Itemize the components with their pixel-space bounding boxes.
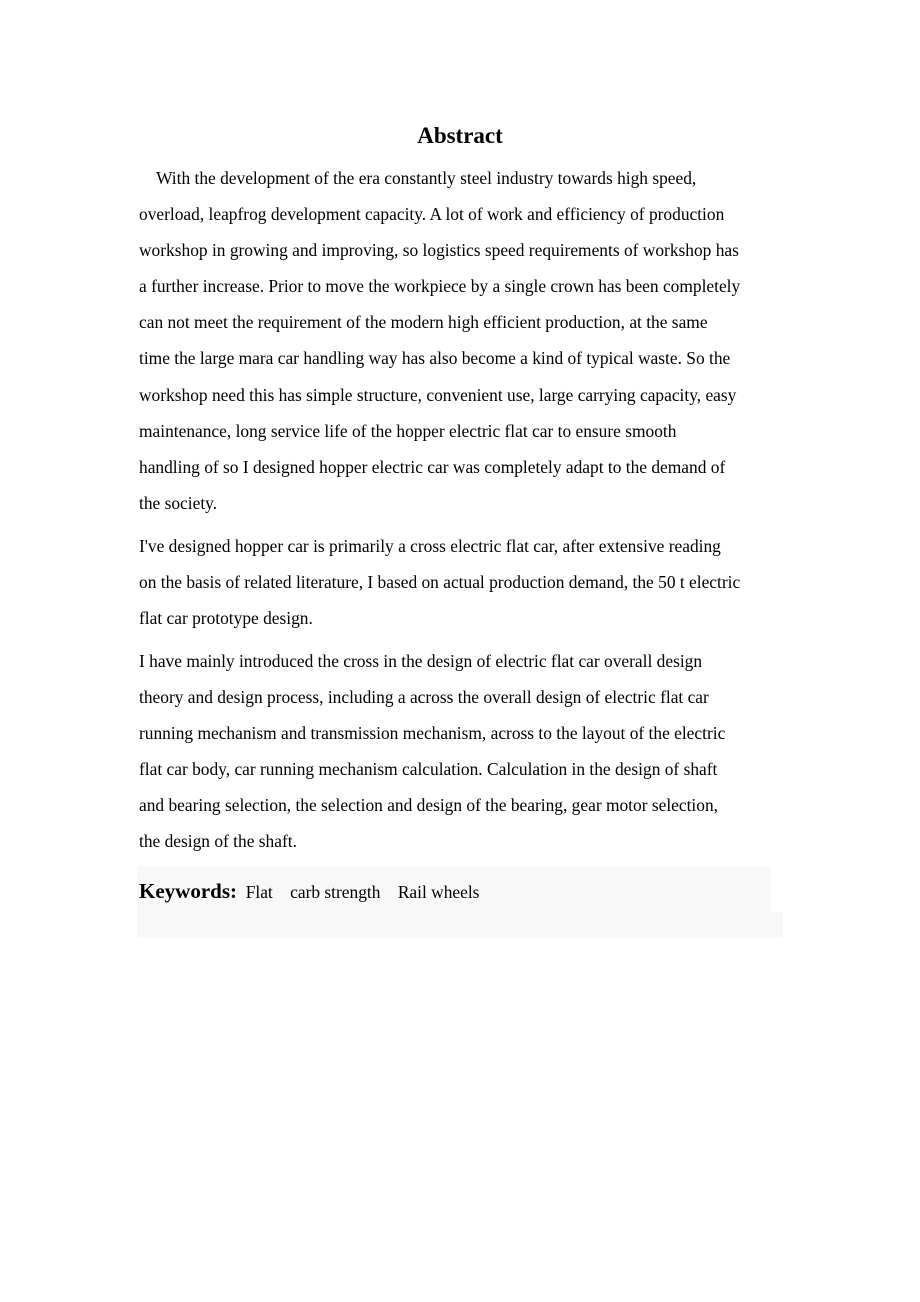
- paragraph-line: the design of the shaft.: [139, 831, 297, 852]
- paragraph-3: [139, 643, 785, 860]
- paragraph-line: running mechanism and transmission mechanism, across to the layout of the electric: [139, 723, 726, 744]
- keywords-background-lower: [137, 912, 783, 938]
- paragraph-line: time the large mara car handling way has also become a kind of typical waste. So the: [139, 348, 731, 369]
- paragraph-line: handling of so I designed hopper electric car was completely adapt to the demand of: [139, 456, 726, 477]
- keywords-values: Flat carb strength Rail wheels: [237, 882, 480, 902]
- paragraph-line: workshop in growing and improving, so logistics speed requirements of workshop has: [139, 240, 739, 261]
- paragraph-line: I have mainly introduced the cross in the design of electric flat car overall design: [139, 651, 703, 671]
- paragraph-line: theory and design process, including a across the overall design of electric flat car: [139, 687, 709, 708]
- keywords-label: Keywords:: [139, 879, 237, 903]
- abstract-title: Abstract: [417, 123, 503, 148]
- paragraph-line: flat car body, car running mechanism calculation. Calculation in the design of shaft: [139, 759, 718, 780]
- paragraph-line: on the basis of related literature, I based on actual production demand, the 50 t electric: [139, 572, 741, 593]
- paragraph-line: overload, leapfrog development capacity. A lot of work and efficiency of production: [139, 204, 725, 225]
- paragraph-line: a further increase. Prior to move the workpiece by a single crown has been completely: [139, 276, 741, 297]
- paragraph-line: flat car prototype design.: [139, 608, 313, 629]
- paragraph-line: maintenance, long service life of the hopper electric flat car to ensure smooth: [139, 420, 677, 441]
- paragraph-line: the society.: [139, 492, 218, 513]
- paragraph-line: workshop need this has simple structure, convenient use, large carrying capacity, easy: [139, 384, 737, 405]
- paragraph-line: can not meet the requirement of the modern high efficient production, at the same: [139, 312, 708, 333]
- keywords-line: [139, 874, 479, 911]
- paragraph-line: and bearing selection, the selection and design of the bearing, gear motor selection,: [139, 795, 719, 816]
- paragraph-line: With the development of the era constantly steel industry towards high speed,: [139, 168, 697, 188]
- paragraph-line: I've designed hopper car is primarily a cross electric flat car, after extensive reading: [139, 536, 721, 556]
- paragraph-1: [139, 160, 785, 521]
- paragraph-2: [139, 528, 785, 636]
